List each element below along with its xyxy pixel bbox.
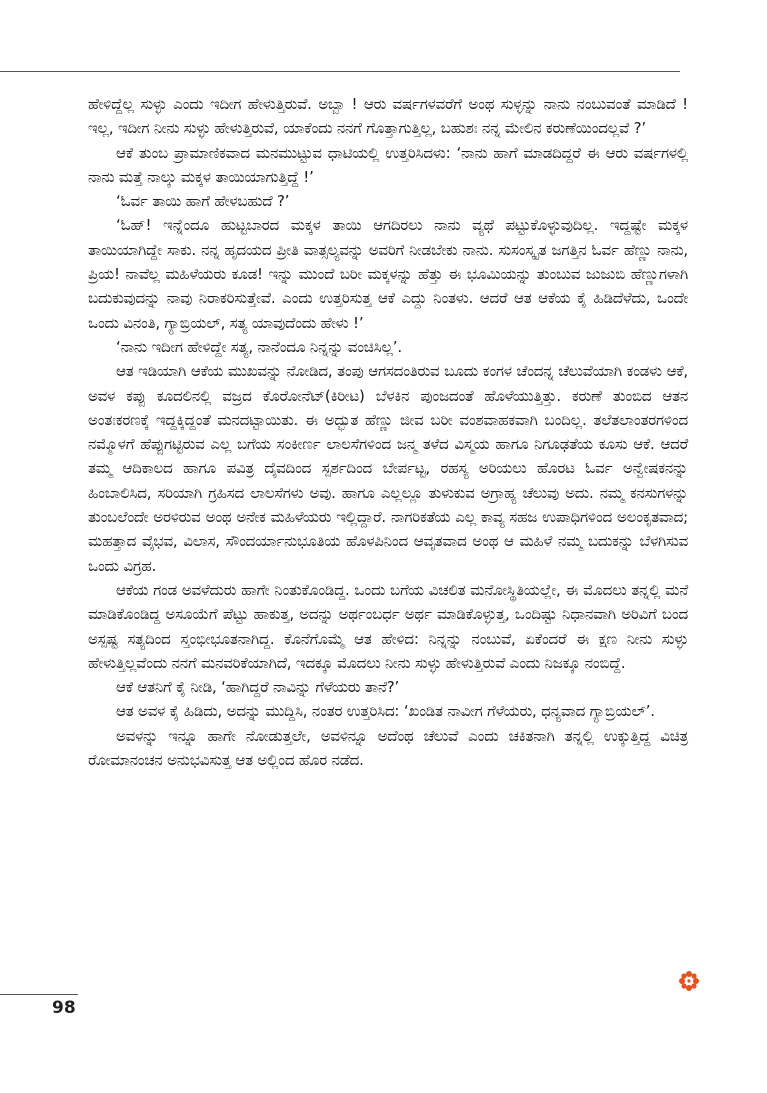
- paragraph: ಆತ ಅವಳ ಕೈ ಹಿಡಿದು, ಅದನ್ನು ಮುದ್ದಿಸಿ, ನಂತರ ಉತ್ತರಿಸಿದ: ‘ಖಂಡಿತ ನಾವೀಗ ಗೆಳೆಯರು, ಧನ್ಯವಾದ ಗ್ಯಾಬ್ರಿಯಲ್’.: [116, 702, 655, 721]
- page-body-text: [88, 92, 688, 772]
- paragraph: ಆತ ಇಡಿಯಾಗಿ ಆಕೆಯ ಮುಖವನ್ನು ನೋಡಿದ, ತಂಪು ಆಗಸದಂತಿರುವ ಬೂದು ಕಂಗಳ ಚೆಂದನ್ನ ಚೆಲುವೆಯಾಗಿ ಕಂಡಳು ಆಕೆ, ಅವಳ ಕಪ್ಪು ಕೂದಲಿನಲ್ಲಿ ವಜ್ರದ ಕೊರೋನೆಟ್(ಕಿರೀಟ) ಬೆಳಕಿನ ಪುಂಜದಂತೆ ಹೊಳೆಯುತ್ತಿತ್ತು. ಕರುಣೆ ತುಂಬಿದ ಆತನ ಅಂತಃಕರಣಕ್ಕೆ ಇದ್ದಕ್ಕಿದ್ದಂತೆ ಮನದಟ್ಟಾಯಿತು. ಈ ಅದ್ಭುತ ಹೆಣ್ಣು ಜೀವ ಬರೀ ವಂಶವಾಹಕವಾಗಿ ಬಂದಿಲ್ಲ. ತಲೆತಲಾಂತರಗಳಿಂದ ನಮ್ಮೊಳಗೆ ಹೆಪ್ಪುಗಟ್ಟಿರುವ ಎಲ್ಲ ಬಗೆಯ ಸಂಕೀರ್ಣ ಲಾಲಸೆಗಳಿಂದ ಜನ್ಮ ತಳೆದ ವಿಸ್ಮಯ ಹಾಗೂ ನಿಗೂಢತೆಯ ಕೂಸು ಆಕೆ. ಆದರೆ ತಮ್ಮ ಆದಿಕಾಲದ ಹಾಗೂ ಪವಿತ್ರ ದೈವದಿಂದ ಸ್ಪರ್ಶದಿಂದ ಬೇರ್ಪಟ್ಟ, ರಹಸ್ಯ ಅರಿಯಲು ಹೊರಟ ಓರ್ವ ಅನ್ವೇಷಕನನ್ನು ಹಿಂಬಾಲಿಸಿದ, ಸರಿಯಾಗಿ ಗ್ರಹಿಸದ ಲಾಲಸೆಗಳು ಅವು. ಹಾಗೂ ಎಲ್ಲಲ್ಲೂ ತುಳುಕುವ ಅಗ್ರಾಹ್ಯ ಚೆಲುವು ಅದು. ನಮ್ಮ ಕನಸುಗಳನ್ನು ತುಂಬಲೆಂದೇ ಅರಳಿರುವ ಅಂಥ ಅನೇಕ ಮಹಿಳೆಯರು ಇಲ್ಲಿದ್ದಾರೆ. ನಾಗರಿಕತೆಯ ಎಲ್ಲ ಕಾವ್ಯ ಸಹಜ ಉಪಾಧಿಗಳಿಂದ ಅಲಂಕೃತವಾದ; ಮಹತ್ತಾದ ವೈಭವ, ವಿಲಾಸ, ಸೌಂದರ್ಯಾನುಭೂತಿಯ ಹೊಳಪಿನಿಂದ ಆವೃತವಾದ ಅಂಥ ಆ ಮಹಿಳೆ ನಮ್ಮ ಬದುಕನ್ನು ಬೆಳಗಿಸುವ ಒಂದು ವಿಗ್ರಹ.: [88, 362, 689, 575]
- paragraph: ಆಕೆಯ ಗಂಡ ಅವಳೆದುರು ಹಾಗೇ ನಿಂತುಕೊಂಡಿದ್ದ. ಒಂದು ಬಗೆಯ ವಿಚಲಿತ ಮನೋಸ್ಥಿತಿಯಲ್ಲೇ, ಈ ಮೊದಲು ತನ್ನಲ್ಲಿ ಮನೆ ಮಾಡಿಕೊಂಡಿದ್ದ ಅಸೂಯೆಗೆ ಪೆಟ್ಟು ಹಾಕುತ್ತ, ಅದನ್ನು ಅರ್ಥಂಬರ್ಧ ಅರ್ಥ ಮಾಡಿಕೊಳ್ಳುತ್ತ, ಒಂದಿಷ್ಟು ನಿಧಾನವಾಗಿ ಅರಿವಿಗೆ ಬಂದ ಅಸ್ಪಷ್ಟ ಸತ್ಯದಿಂದ ಸ್ತಂಭೀಭೂತನಾಗಿದ್ದ. ಕೊನೆಗೊಮ್ಮೆ ಆತ ಹೇಳಿದ: ನಿನ್ನನ್ನು ನಂಬುವೆ, ಏಕೆಂದರೆ ಈ ಕ್ಷಣ ನೀನು ಸುಳ್ಳು ಹೇಳುತ್ತಿಲ್ಲವೆಂದು ನನಗೆ ಮನವರಿಕೆಯಾಗಿದೆ, ಇದಕ್ಕೂ ಮೊದಲು ನೀನು ಸುಳ್ಳು ಹೇಳುತ್ತಿರುವೆ ಎಂದು ನಿಜಕ್ಕೂ ನಂಬಿದ್ದೆ.: [88, 580, 688, 672]
- paragraph: ಅವಳನ್ನು ಇನ್ನೂ ಹಾಗೇ ನೋಡುತ್ತಲೇ, ಅವಳಿನ್ನೂ ಅದೆಂಥ ಚೆಲುವೆ ಎಂದು ಚಕಿತನಾಗಿ ತನ್ನಲ್ಲಿ ಉಕ್ಕುತ್ತಿದ್ದ ವಿಚಿತ್ರ ರೋಮಾನಂಚನ ಅನುಭವಿಸುತ್ತ ಆತ ಅಲ್ಲಿಂದ ಹೊರ ನಡೆದ.: [88, 726, 688, 770]
- footer-rule: [0, 994, 78, 995]
- page-number: 98: [52, 998, 76, 1018]
- header-rule: [0, 71, 680, 72]
- paragraph: ‘ನಾನು ಇದೀಗ ಹೇಳಿದ್ದೇ ಸತ್ಯ, ನಾನೆಂದೂ ನಿನ್ನನ್ನು ವಂಚಿಸಿಲ್ಲ’.: [116, 337, 402, 356]
- paragraph: ಹೇಳಿದ್ದೆಲ್ಲ ಸುಳ್ಳು ಎಂದು ಇದೀಗ ಹೇಳುತ್ತಿರುವೆ. ಅಬ್ಬಾ ! ಆರು ವರ್ಷಗಳವರೆಗೆ ಅಂಥ ಸುಳ್ಳನ್ನು ನಾನು ನಂಬುವಂತೆ ಮಾಡಿದೆ ! ಇಲ್ಲ, ಇದೀಗ ನೀನು ಸುಳ್ಳು ಹೇಳುತ್ತಿರುವೆ, ಯಾಕೆಂದು ನನಗೆ ಗೊತ್ತಾಗುತ್ತಿಲ್ಲ, ಬಹುಶಃ ನನ್ನ ಮೇಲಿನ ಕರುಣೆಯಿಂದಲ್ಲವೆ ?’: [88, 95, 688, 138]
- paragraph: ಆಕೆ ಆತನಿಗೆ ಕೈ ನೀಡಿ, ‘ಹಾಗಿದ್ದರೆ ನಾವಿನ್ನು ಗೆಳೆಯರು ತಾನೆ?’: [116, 678, 400, 697]
- paragraph: ‘ಓಹ್! ಇನ್ನೆಂದೂ ಹುಟ್ಟಬಾರದ ಮಕ್ಕಳ ತಾಯಿ ಆಗದಿರಲು ನಾನು ವ್ಯಥೆ ಪಟ್ಟುಕೊಳ್ಳುವುದಿಲ್ಲ. ಇದ್ದಷ್ಟೇ ಮಕ್ಕಳ ತಾಯಿಯಾಗಿದ್ದೇ ಸಾಕು. ನನ್ನ ಹೃದಯದ ಪ್ರೀತಿ ವಾತ್ಸಲ್ಯವನ್ನು ಅವರಿಗೆ ನೀಡಬೇಕು ನಾನು. ಸುಸಂಸ್ಕೃತ ಜಗತ್ತಿನ ಓರ್ವ ಹೆಣ್ಣು ನಾನು, ಪ್ರಿಯ! ನಾವೆಲ್ಲ ಮಹಿಳೆಯರು ಕೂಡ! ಇನ್ನು ಮುಂದೆ ಬರೀ ಮಕ್ಕಳನ್ನು ಹೆತ್ತು ಈ ಭೂಮಿಯನ್ನು ತುಂಬುವ ಜುಜುಬಿ ಹೆಣ್ಣುಗಳಾಗಿ ಬದುಕುವುದನ್ನು ನಾವು ನಿರಾಕರಿಸುತ್ತೇವೆ. ಎಂದು ಉತ್ತರಿಸುತ್ತ ಆಕೆ ಎದ್ದು ನಿಂತಳು. ಆದರೆ ಆತ ಆಕೆಯ ಕೈ ಹಿಡಿದೆಳೆದು, ಒಂದೇ ಒಂದು ವಿನಂತಿ, ಗ್ಯಾಬ್ರಿಯಲ್, ಸತ್ಯ ಯಾವುದೆಂದು ಹೇಳು !’: [88, 216, 688, 332]
- paragraph: ಆಕೆ ತುಂಬ ಪ್ರಾಮಾಣಿಕವಾದ ಮನಮುಟ್ಟುವ ಧಾಟಿಯಲ್ಲಿ ಉತ್ತರಿಸಿದಳು: ‘ನಾನು ಹಾಗೆ ಮಾಡದಿದ್ದರೆ ಈ ಆರು ವರ್ಷಗಳಲ್ಲಿ ನಾನು ಮತ್ತೆ ನಾಲ್ಕು ಮಕ್ಕಳ ತಾಯಿಯಾಗುತ್ತಿದ್ದೆ !’: [88, 143, 688, 186]
- flower-ornament-icon: [678, 970, 700, 992]
- paragraph: ‘ಓರ್ವ ತಾಯಿ ಹಾಗೆ ಹೇಳಬಹುದೆ ?’: [116, 192, 290, 211]
